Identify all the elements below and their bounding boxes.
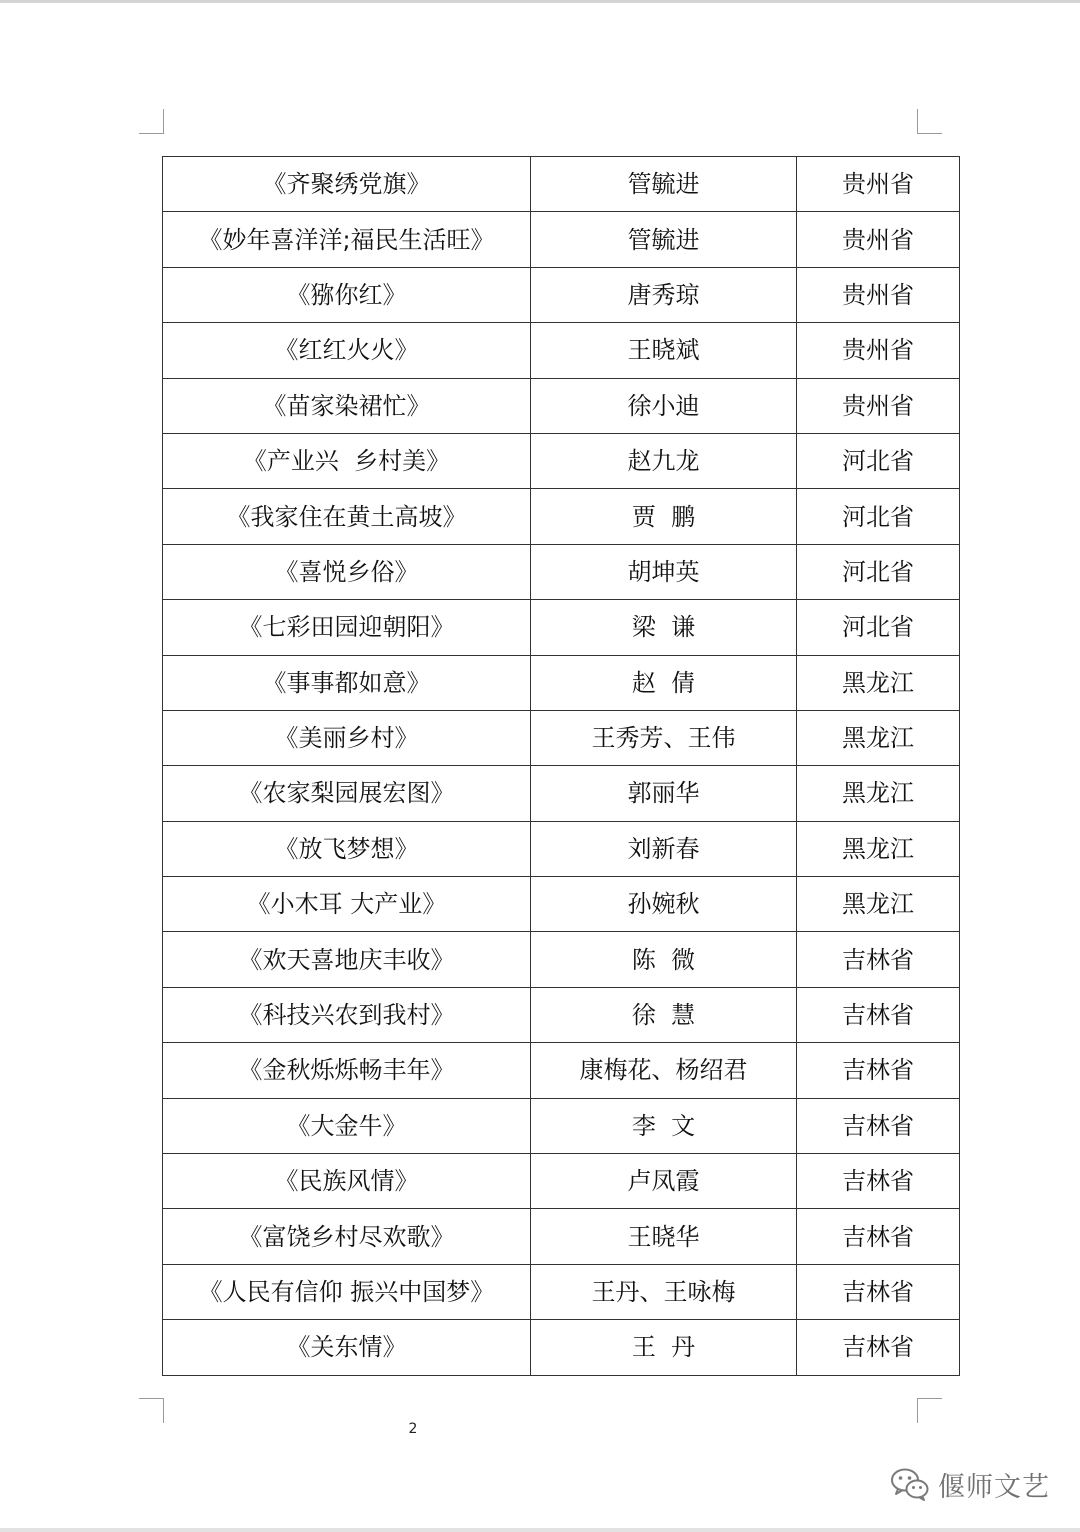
cell-title: 《猕你红》: [163, 267, 531, 322]
cell-region: 吉林省: [797, 1320, 960, 1375]
cell-title: 《七彩田园迎朝阳》: [163, 600, 531, 655]
cell-author: 唐秀琼: [531, 267, 797, 322]
cell-title: 《农家梨园展宏图》: [163, 766, 531, 821]
cell-region: 吉林省: [797, 987, 960, 1042]
cell-author: 王丹、王咏梅: [531, 1264, 797, 1319]
cell-title: 《民族风情》: [163, 1154, 531, 1209]
cell-author: 管毓进: [531, 157, 797, 212]
cell-region: 吉林省: [797, 1264, 960, 1319]
cell-region: 黑龙江: [797, 710, 960, 765]
cell-author: 王秀芳、王伟: [531, 710, 797, 765]
table-row: [163, 157, 960, 212]
top-edge-line: [0, 0, 1080, 3]
cell-author: 赵 倩: [531, 655, 797, 710]
cell-author: 刘新春: [531, 821, 797, 876]
cell-region: 贵州省: [797, 267, 960, 322]
cell-region: 吉林省: [797, 1098, 960, 1153]
cell-author: 贾 鹏: [531, 489, 797, 544]
cell-region: 吉林省: [797, 932, 960, 987]
table-row: [163, 821, 960, 876]
table-row: [163, 212, 960, 267]
cell-title: 《喜悦乡俗》: [163, 544, 531, 599]
cell-author: 郭丽华: [531, 766, 797, 821]
page-number: 2: [408, 1421, 418, 1437]
cell-author: 卢凤霞: [531, 1154, 797, 1209]
cell-title: 《妙年喜洋洋;福民生活旺》: [163, 212, 531, 267]
cell-region: 黑龙江: [797, 655, 960, 710]
cell-title: 《红红火火》: [163, 323, 531, 378]
cell-title: 《欢天喜地庆丰收》: [163, 932, 531, 987]
table-row: [163, 710, 960, 765]
table-row: [163, 544, 960, 599]
table-row: [163, 987, 960, 1042]
cell-region: 贵州省: [797, 323, 960, 378]
cell-author: 管毓进: [531, 212, 797, 267]
table-row: [163, 1098, 960, 1153]
cell-title: 《关东情》: [163, 1320, 531, 1375]
cell-author: 康梅花、杨绍君: [531, 1043, 797, 1098]
cell-region: 贵州省: [797, 212, 960, 267]
table-row: [163, 1043, 960, 1098]
award-table-body: [163, 157, 960, 1376]
table-row: [163, 1264, 960, 1319]
cell-region: 黑龙江: [797, 766, 960, 821]
table-row: [163, 323, 960, 378]
cell-title: 《大金牛》: [163, 1098, 531, 1153]
table-row: [163, 877, 960, 932]
cell-author: 赵九龙: [531, 433, 797, 488]
table-row: [163, 378, 960, 433]
cell-region: 贵州省: [797, 157, 960, 212]
cell-title: 《人民有信仰 振兴中国梦》: [163, 1264, 531, 1319]
bottom-edge-line: [0, 1528, 1080, 1532]
cell-region: 吉林省: [797, 1154, 960, 1209]
table-row: [163, 600, 960, 655]
cell-title: 《金秋烁烁畅丰年》: [163, 1043, 531, 1098]
table-row: [163, 1154, 960, 1209]
cell-author: 徐 慧: [531, 987, 797, 1042]
cell-region: 吉林省: [797, 1209, 960, 1264]
cell-region: 河北省: [797, 433, 960, 488]
cell-title: 《小木耳 大产业》: [163, 877, 531, 932]
cell-author: 梁 谦: [531, 600, 797, 655]
cell-title: 《苗家染裙忙》: [163, 378, 531, 433]
cell-author: 王 丹: [531, 1320, 797, 1375]
cell-title: 《放飞梦想》: [163, 821, 531, 876]
cell-author: 孙婉秋: [531, 877, 797, 932]
margin-mark-top-left: [139, 109, 164, 134]
cell-title: 《富饶乡村尽欢歌》: [163, 1209, 531, 1264]
cell-region: 黑龙江: [797, 821, 960, 876]
table-row: [163, 267, 960, 322]
cell-region: 河北省: [797, 489, 960, 544]
watermark-text: 偃师文艺: [938, 1471, 1050, 1503]
cell-region: 河北省: [797, 600, 960, 655]
cell-author: 李 文: [531, 1098, 797, 1153]
margin-mark-bottom-right: [917, 1398, 942, 1423]
table-row: [163, 433, 960, 488]
cell-region: 河北省: [797, 544, 960, 599]
table-row: [163, 932, 960, 987]
cell-title: 《科技兴农到我村》: [163, 987, 531, 1042]
margin-mark-top-right: [917, 109, 942, 134]
table-row: [163, 1320, 960, 1375]
cell-region: 黑龙江: [797, 877, 960, 932]
award-table: [162, 156, 960, 1376]
table-row: [163, 766, 960, 821]
table-row: [163, 489, 960, 544]
table-row: [163, 1209, 960, 1264]
margin-mark-bottom-left: [139, 1398, 164, 1423]
cell-author: 徐小迪: [531, 378, 797, 433]
cell-author: 王晓华: [531, 1209, 797, 1264]
wechat-icon: [890, 1466, 930, 1502]
cell-author: 陈 微: [531, 932, 797, 987]
cell-author: 胡坤英: [531, 544, 797, 599]
cell-author: 王晓斌: [531, 323, 797, 378]
cell-title: 《美丽乡村》: [163, 710, 531, 765]
cell-region: 吉林省: [797, 1043, 960, 1098]
table-row: [163, 655, 960, 710]
watermark: [890, 1456, 1050, 1512]
cell-region: 贵州省: [797, 378, 960, 433]
cell-title: 《产业兴 乡村美》: [163, 433, 531, 488]
cell-title: 《我家住在黄土高坡》: [163, 489, 531, 544]
cell-title: 《事事都如意》: [163, 655, 531, 710]
cell-title: 《齐聚绣党旗》: [163, 157, 531, 212]
